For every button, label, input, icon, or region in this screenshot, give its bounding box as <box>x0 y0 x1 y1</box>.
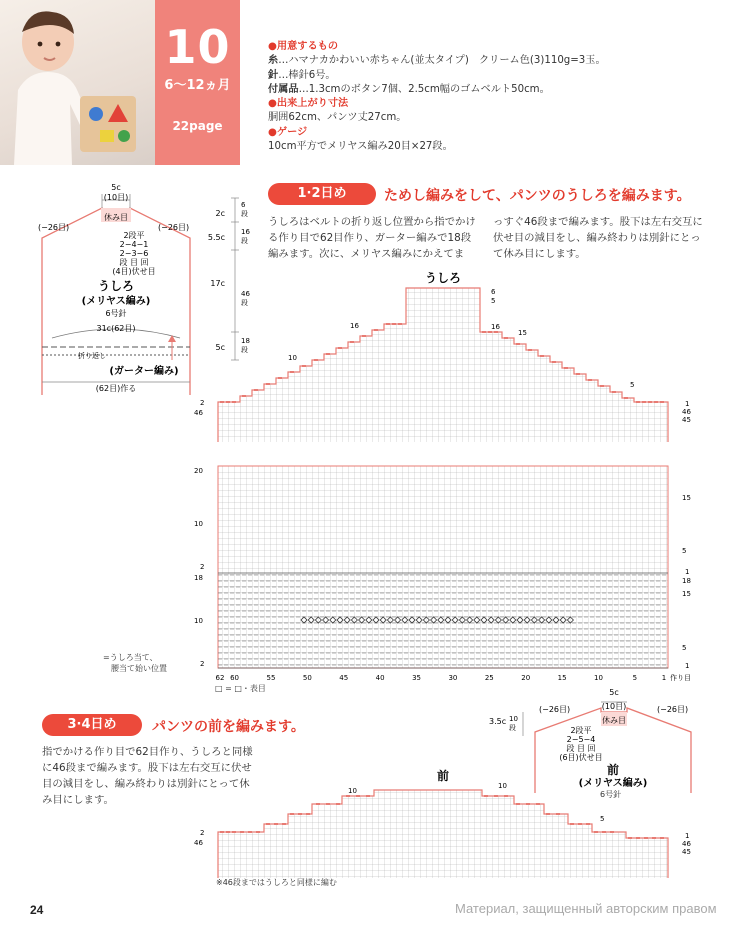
back-dec-row-3: 段 目 回 <box>119 258 149 267</box>
bind-off-mark <box>610 831 614 833</box>
bind-off-mark <box>366 795 370 797</box>
back-top-label-5: 5 <box>491 297 496 305</box>
back-left-row-2b: 2 <box>200 563 205 571</box>
side-d2-rows-a: 16 <box>241 228 250 236</box>
side-d2-rows-b: 段 <box>241 237 248 245</box>
back-col-label: 1 <box>661 674 667 682</box>
accessories-label: 付属品 <box>268 83 299 95</box>
bind-off-mark <box>290 813 294 815</box>
bind-off-mark <box>242 395 246 397</box>
bind-off-mark <box>326 803 330 805</box>
bind-off-mark <box>350 341 354 343</box>
yarn-line <box>268 54 738 68</box>
back-left-row-2c: 2 <box>200 660 205 668</box>
back-top-stitches: (10目) <box>103 193 129 202</box>
bind-off-mark <box>326 353 330 355</box>
back-col-label: 35 <box>412 674 421 682</box>
back-left-row-10b: 10 <box>194 617 203 625</box>
bind-off-mark <box>516 343 520 345</box>
back-garter-label: (ガーター編み) <box>109 366 179 377</box>
back-chart <box>180 268 720 698</box>
bind-off-mark <box>232 831 236 833</box>
bind-off-mark <box>536 803 540 805</box>
back-right-row-1c: 1 <box>685 662 690 670</box>
back-right-dec: (−26目) <box>158 223 190 232</box>
front-dec-row-3: (6目)伏せ目 <box>559 753 603 762</box>
front-left-10: 10 <box>348 787 357 795</box>
copyright-watermark: Материал, защищенный авторским правом <box>455 901 717 916</box>
pattern-number: 10 <box>164 20 231 74</box>
needle-text: …棒針6号。 <box>278 69 336 81</box>
front-right-row-45: 45 <box>682 848 691 856</box>
bind-off-mark <box>226 831 230 833</box>
back-dec-row-0: 2段平 <box>123 231 145 240</box>
bind-off-mark <box>314 359 318 361</box>
side-d1-rows-b: 段 <box>241 210 248 218</box>
back-col-label: 55 <box>266 674 276 682</box>
page-reference: 22page <box>172 119 223 133</box>
back-col-label: 15 <box>557 674 567 682</box>
bind-off-mark <box>254 389 258 391</box>
bind-off-mark <box>578 823 582 825</box>
bind-off-mark <box>628 837 632 839</box>
bind-off-mark <box>644 837 648 839</box>
bind-off-mark <box>336 803 340 805</box>
bind-off-mark <box>494 795 498 797</box>
baby-photo <box>0 0 155 165</box>
materials-info <box>268 40 738 154</box>
bind-off-mark <box>488 331 492 333</box>
needle-line <box>268 69 738 83</box>
front-right-5: 5 <box>600 815 605 823</box>
back-left-16: 16 <box>350 322 359 330</box>
needle-label: 針 <box>268 69 279 81</box>
bind-off-mark <box>528 349 532 351</box>
bind-off-mark <box>220 831 224 833</box>
front-chart-title: 前 <box>436 769 450 783</box>
side-d4-rows-a: 18 <box>241 337 250 345</box>
bind-off-mark <box>338 347 342 349</box>
back-fold-label: 折り返し <box>78 352 106 360</box>
size-text: 胴囲62cm、パンツ丈27cm。 <box>268 112 407 124</box>
front-stitch-name: (メリヤス編み) <box>578 778 648 789</box>
bind-off-mark <box>298 813 302 815</box>
bind-off-mark <box>642 401 646 403</box>
size-heading: ●出来上がり寸法 <box>268 98 349 110</box>
bind-off-mark <box>240 831 244 833</box>
back-right-row-5b: 5 <box>682 644 687 652</box>
front-side-rows-b: 段 <box>509 724 516 732</box>
bind-off-mark <box>588 379 592 381</box>
back-needle: 6号針 <box>105 309 127 318</box>
side-d3-rows-a: 46 <box>241 290 250 298</box>
back-stitch-name: (メリヤス編み) <box>81 296 151 307</box>
bind-off-mark <box>282 823 286 825</box>
bind-off-mark <box>660 837 664 839</box>
back-top-label-6: 6 <box>491 288 496 296</box>
bind-off-mark <box>556 813 560 815</box>
back-col-label: 5 <box>632 674 638 682</box>
bind-off-mark <box>302 365 306 367</box>
bind-off-mark <box>266 383 270 385</box>
bind-off-mark <box>504 795 508 797</box>
step1-text-col2: っすぐ46段まで編みます。股下は左右交互に伏せ目の減目をし、編み終わりは別針にとって休み目にします。 <box>493 216 703 260</box>
side-d4-rows-b: 段 <box>241 346 248 354</box>
front-side-rows-a: 10 <box>509 715 518 723</box>
accessories-line <box>268 83 738 97</box>
bind-off-mark <box>362 335 366 337</box>
step1-badge: 1·2日め <box>268 183 376 205</box>
bind-off-mark <box>600 385 604 387</box>
side-d3-rows-b: 段 <box>241 299 248 307</box>
bind-off-mark <box>374 329 378 331</box>
front-left-row-46: 46 <box>194 839 203 847</box>
bind-off-mark <box>624 397 628 399</box>
front-left-dec: (−26目) <box>539 705 571 714</box>
front-right-dec: (−26目) <box>657 705 689 714</box>
bind-off-mark <box>274 823 278 825</box>
bind-off-mark <box>398 323 402 325</box>
back-right-row-18: 18 <box>682 577 691 585</box>
bind-off-mark <box>220 401 224 403</box>
back-left-row-18: 18 <box>194 574 203 582</box>
back-chart-title: うしろ <box>424 271 462 285</box>
side-d2: 5.5c <box>207 233 225 242</box>
step1-text-col1: うしろはベルトの折り返し位置から指でかける作り目で62目作り、ガーター編みで18段編みます。次に、メリヤス編みにかえてま <box>268 216 476 260</box>
front-top-width: 5c <box>609 688 619 697</box>
front-dec-row-2: 段 目 回 <box>566 744 596 753</box>
bind-off-mark <box>494 331 498 333</box>
back-right-row-15: 15 <box>682 494 691 502</box>
bind-off-mark <box>612 391 616 393</box>
front-dec-row-1: 2−5−4 <box>566 735 596 744</box>
bind-off-mark <box>602 831 606 833</box>
pattern-number-box <box>155 0 240 165</box>
bind-off-mark <box>564 367 568 369</box>
back-right-16: 16 <box>491 323 500 331</box>
page-number: 24 <box>30 903 44 917</box>
bind-off-mark <box>226 401 230 403</box>
back-right-row-5: 5 <box>682 547 687 555</box>
bind-off-mark <box>526 803 530 805</box>
back-col-label: 50 <box>302 674 312 682</box>
back-legend-marker: =うしろ当て、 腰当て始い位置 <box>103 653 167 673</box>
back-dec-row-1: 2−4−1 <box>119 240 149 249</box>
age-range: 6〜12ヵ月 <box>164 78 231 93</box>
bind-off-mark <box>594 831 598 833</box>
bind-off-mark <box>256 831 260 833</box>
yarn-label: 糸 <box>268 55 279 67</box>
front-right-10: 10 <box>498 782 507 790</box>
front-left-row-2: 2 <box>200 829 205 837</box>
back-left-row-2a: 2 <box>200 399 205 407</box>
front-right-row-46: 46 <box>682 840 691 848</box>
back-right-row-45: 45 <box>682 416 691 424</box>
step2-text: 指でかける作り目で62目作り、うしろと同様に46段まで編みます。股下は左右交互に伏せ目の減目をし、編み終わりは別針にとって休み目にします。 <box>42 746 253 806</box>
back-col-label: 10 <box>594 674 603 682</box>
back-width: 31c(62目) <box>96 324 136 333</box>
bind-off-mark <box>648 401 652 403</box>
bind-off-mark <box>356 795 360 797</box>
bind-off-mark <box>546 813 550 815</box>
back-left-row-10: 10 <box>194 520 203 528</box>
step2-badge: 3·4日め <box>42 714 142 736</box>
bind-off-mark <box>576 373 580 375</box>
bind-off-mark <box>516 803 520 805</box>
bind-off-mark <box>248 831 252 833</box>
back-col-label: 30 <box>448 674 458 682</box>
front-piece-name: 前 <box>606 763 620 777</box>
back-left-dec: (−26目) <box>38 223 70 232</box>
back-col-label: 45 <box>339 674 349 682</box>
back-right-15: 15 <box>518 329 527 337</box>
bind-off-mark <box>636 837 640 839</box>
front-right-row-1: 1 <box>685 832 690 840</box>
bind-off-mark <box>570 823 574 825</box>
bind-off-mark <box>636 401 640 403</box>
bind-off-mark <box>346 795 350 797</box>
accessories-text: …1.3cmのボタン7個、2.5cm幅のゴムベルト50cm。 <box>298 83 550 95</box>
back-col-label: 40 <box>375 674 385 682</box>
back-left-10: 10 <box>288 354 297 362</box>
bind-off-mark <box>552 361 556 363</box>
bind-off-mark <box>652 837 656 839</box>
back-left-row-20: 20 <box>194 467 203 475</box>
side-d1: 2c <box>215 209 225 218</box>
bind-off-mark <box>266 823 270 825</box>
bind-off-mark <box>660 401 664 403</box>
back-dec-row-2: 2−3−6 <box>119 249 149 258</box>
front-rest-label: 休み目 <box>602 716 626 725</box>
back-right-row-15b: 15 <box>682 590 691 598</box>
back-col-label: 60 <box>230 674 240 682</box>
bind-off-mark <box>316 803 320 805</box>
bind-off-mark <box>290 371 294 373</box>
back-cast-on: (62目)作る <box>95 384 137 393</box>
front-needle: 6号針 <box>600 790 622 799</box>
back-col-label: 20 <box>521 674 531 682</box>
side-d4: 5c <box>215 343 225 352</box>
yarn-text: …ハマナカかわいい赤ちゃん(並太タイプ) クリーム色(3)110g=3玉。 <box>278 55 606 67</box>
materials-heading: ●用意するもの <box>268 41 339 52</box>
bind-off-mark <box>504 337 508 339</box>
back-start-label: 作り目 <box>670 674 691 682</box>
bind-off-mark <box>306 813 310 815</box>
back-dec-row-4: (4目)伏せ目 <box>112 267 156 276</box>
bind-off-mark <box>654 401 658 403</box>
back-rest-label: 休み目 <box>104 213 128 222</box>
back-col-label: 25 <box>484 674 494 682</box>
bind-off-mark <box>232 401 236 403</box>
front-dec-row-0: 2段平 <box>570 726 592 735</box>
bind-off-mark <box>386 323 390 325</box>
back-right-row-1a: 1 <box>685 400 690 408</box>
front-top-stitches: (10目) <box>601 702 627 711</box>
bind-off-mark <box>586 823 590 825</box>
back-legend-key: □ = □・表目 <box>215 684 266 693</box>
back-top-width: 5c <box>111 183 121 192</box>
bind-off-mark <box>484 795 488 797</box>
back-right-row-1b: 1 <box>685 568 690 576</box>
back-piece-name: うしろ <box>97 279 135 293</box>
gauge-text: 10cm平方でメリヤス編み20目×27段。 <box>268 141 453 153</box>
bind-off-mark <box>278 377 282 379</box>
front-note: ※46段まではうしろと同様に編む <box>216 878 337 887</box>
side-d3: 17c <box>210 279 225 288</box>
bind-off-mark <box>540 355 544 357</box>
bind-off-mark <box>392 323 396 325</box>
back-right-5: 5 <box>630 381 635 389</box>
gauge-heading: ●ゲージ <box>268 126 308 138</box>
front-chart <box>180 768 720 886</box>
bind-off-mark <box>482 331 486 333</box>
back-col-label: 62 <box>215 674 225 682</box>
side-d1-rows-a: 6 <box>241 201 246 209</box>
front-side: 3.5c <box>489 717 507 726</box>
back-right-row-46: 46 <box>682 408 691 416</box>
step1-title: ためし編みをして、パンツのうしろを編みます。 <box>384 188 691 204</box>
back-left-row-46: 46 <box>194 409 203 417</box>
step2-title: パンツの前を編みます。 <box>152 719 305 735</box>
